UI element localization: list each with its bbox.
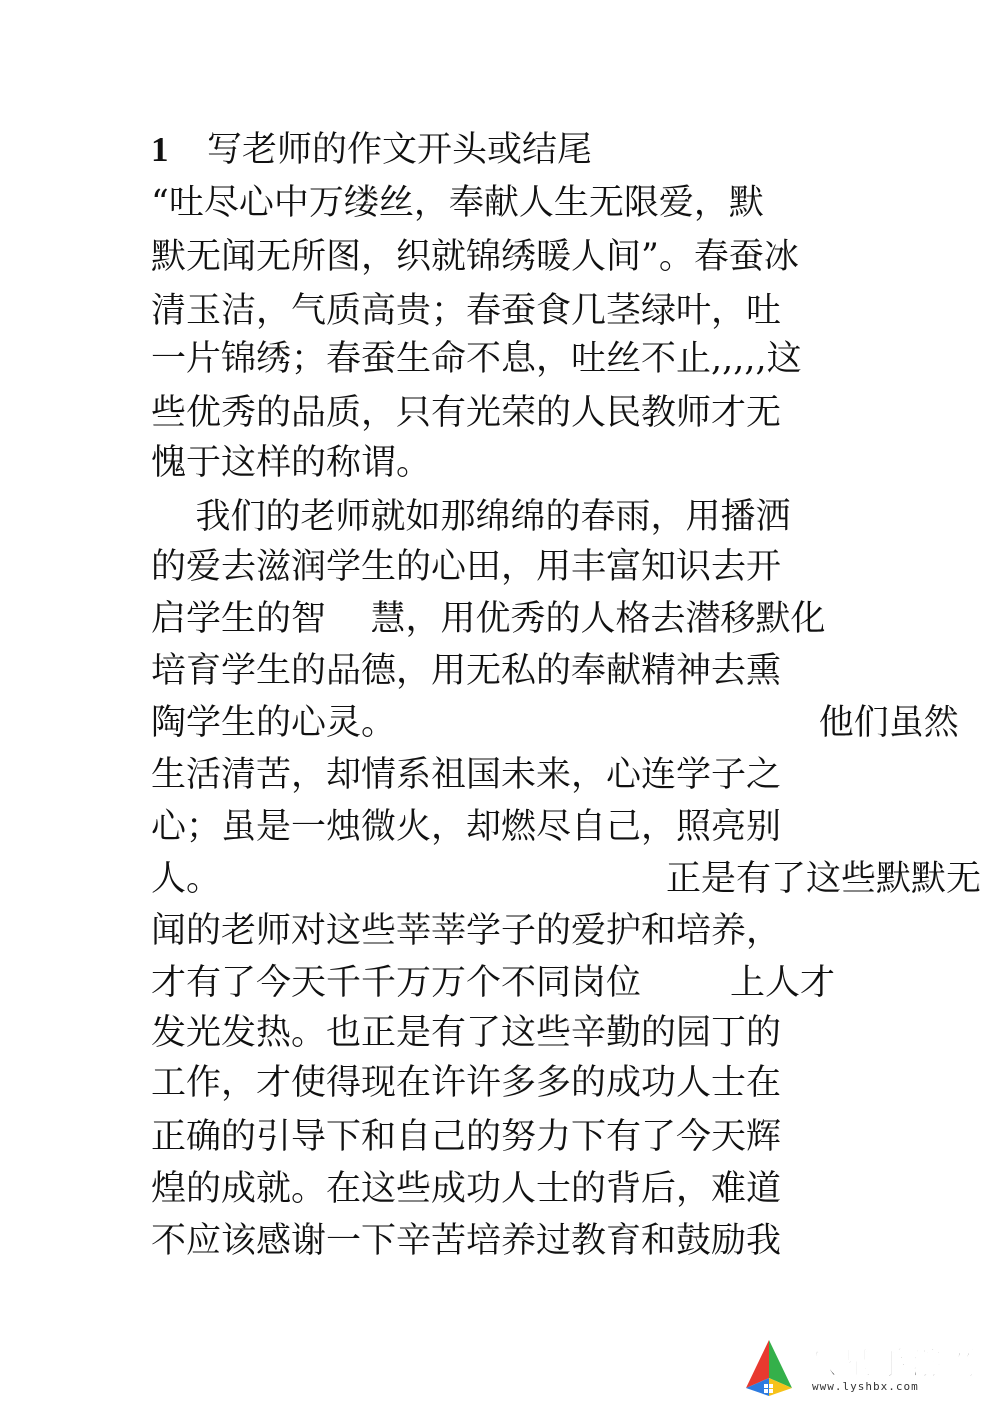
text-line: 一片锦绣；春蚕生命不息，吐丝不止,,,,,这 — [151, 339, 802, 379]
text-line: 人。 正是有了这些默默无 — [151, 859, 982, 899]
document-heading — [151, 124, 592, 176]
text-line: 不应该感谢一下辛苦培养过教育和鼓励我 — [151, 1221, 782, 1261]
pencil-logo-icon — [736, 1336, 806, 1400]
text-line: 煌的成就。在这些成功人士的背后，难道 — [151, 1169, 782, 1209]
watermark-title: 八星手游网 — [806, 1346, 981, 1382]
watermark-url: www.lyshbx.com — [812, 1380, 919, 1393]
text-line: 我们的老师就如那绵绵的春雨，用播洒 — [151, 497, 791, 537]
site-watermark — [736, 1336, 988, 1400]
text-line: 才有了今天千千万万个不同岗位 上人才 — [151, 963, 836, 1003]
text-line: 清玉洁，气质高贵；春蚕食几茎绿叶，吐 — [151, 291, 782, 331]
text-line: 工作，才使得现在许许多多的成功人士在 — [151, 1063, 782, 1103]
text-line: “吐尽心中万缕丝，奉献人生无限爱，默 — [151, 183, 764, 223]
heading-title: 写老师的作文开头或结尾 — [207, 130, 593, 170]
text-line: 发光发热。也正是有了这些辛勤的园丁的 — [151, 1013, 782, 1053]
text-line: 心；虽是一烛微火，却燃尽自己，照亮别 — [151, 807, 782, 847]
text-line: 启学生的智 慧，用优秀的人格去潜移默化 — [151, 599, 826, 639]
text-line: 培育学生的品德，用无私的奉献精神去熏 — [151, 651, 782, 691]
text-line: 生活清苦，却情系祖国未来，心连学子之 — [151, 755, 782, 795]
text-line: 陶学生的心灵。 他们虽然 — [151, 703, 959, 743]
text-line: 些优秀的品质，只有光荣的人民教师才无 — [151, 393, 782, 433]
heading-number: 1 — [151, 130, 169, 169]
text-line: 愧于这样的称谓。 — [151, 443, 432, 483]
text-line: 正确的引导下和自己的努力下有了今天辉 — [151, 1117, 782, 1157]
text-line: 默无闻无所图，织就锦绣暖人间”。春蚕冰 — [151, 237, 799, 277]
text-line: 闻的老师对这些莘莘学子的爱护和培养， — [151, 911, 782, 951]
text-line: 的爱去滋润学生的心田，用丰富知识去开 — [151, 547, 782, 587]
